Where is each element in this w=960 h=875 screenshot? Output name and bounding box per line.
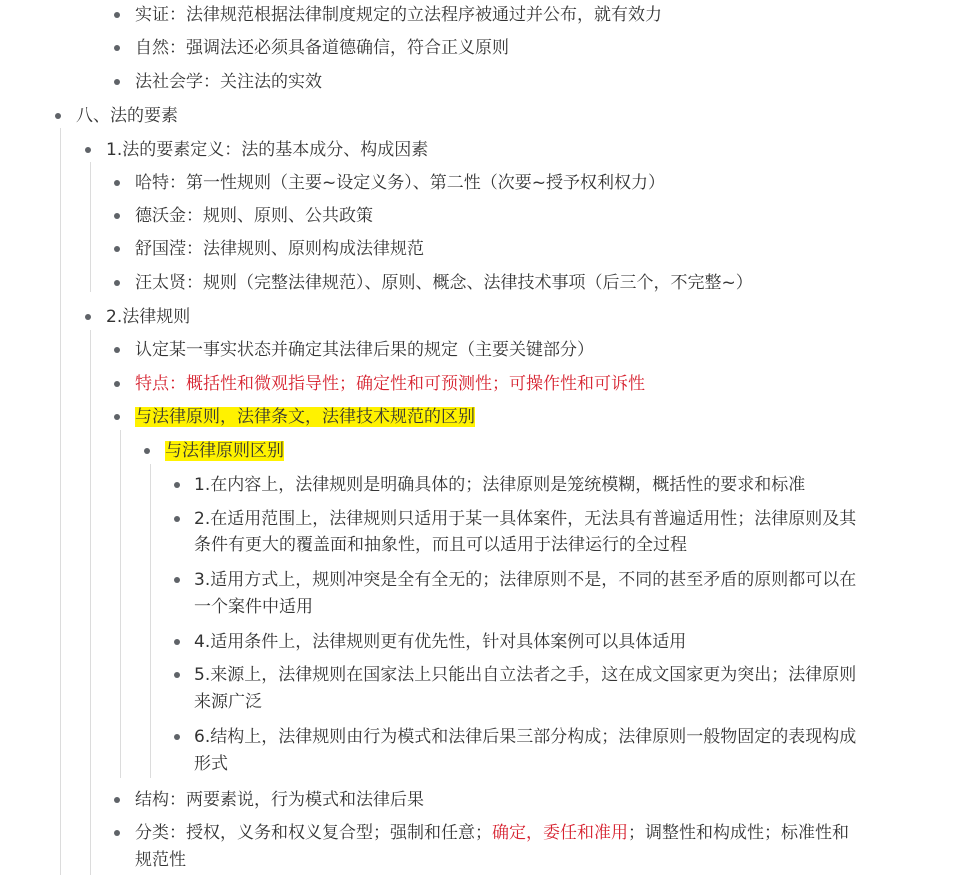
list-item-continuation xyxy=(135,845,186,875)
list-item xyxy=(135,67,322,97)
list-item-emphasis-text: 确定，委任和准用 xyxy=(492,823,628,843)
list-item-text: 规范性 xyxy=(135,850,186,870)
list-item-text: 1.在内容上，法律规则是明确具体的；法律原则是笼统模糊，概括性的要求和标准 xyxy=(194,475,806,495)
bullet-icon xyxy=(174,734,180,740)
bullet-icon xyxy=(114,246,120,252)
list-item xyxy=(135,234,424,264)
list-item-text: 条件有更大的覆盖面和抽象性，而且可以适用于法律运行的全过程 xyxy=(194,535,687,555)
list-item-text: 形式 xyxy=(194,754,228,774)
list-item-text: 结构：两要素说，行为模式和法律后果 xyxy=(135,790,424,810)
bullet-icon xyxy=(174,639,180,645)
list-item-highlighted xyxy=(135,402,475,432)
list-item-text: 认定某一事实状态并确定其法律后果的规定（主要关键部分） xyxy=(135,340,594,360)
bullet-icon[interactable] xyxy=(55,113,61,119)
list-item-emphasis xyxy=(135,369,645,399)
bullet-icon xyxy=(174,672,180,678)
list-item-text: 法社会学：关注法的实效 xyxy=(135,72,322,92)
list-item-text: 八、法的要素 xyxy=(76,106,178,126)
bullet-icon[interactable] xyxy=(85,314,91,320)
list-item-text: 舒国滢：法律规则、原则构成法律规范 xyxy=(135,239,424,259)
list-item-text: 3.适用方式上，规则冲突是全有全无的；法律原则不是，不同的甚至矛盾的原则都可以在 xyxy=(194,570,857,590)
list-item-continuation xyxy=(194,749,228,779)
list-item xyxy=(194,722,856,752)
list-item xyxy=(135,268,753,298)
list-item-text: 6.结构上，法律规则由行为模式和法律后果三部分构成；法律原则一般物固定的表现构成 xyxy=(194,727,857,747)
list-item-text: 4.适用条件上，法律规则更有优先性，针对具体案例可以具体适用 xyxy=(194,632,687,652)
list-item-text: 自然：强调法还必须具备道德确信，符合正义原则 xyxy=(135,38,509,58)
bullet-icon xyxy=(114,830,120,836)
outline-guide-line xyxy=(60,128,61,875)
bullet-icon[interactable] xyxy=(144,448,150,454)
list-item xyxy=(194,470,805,500)
bullet-icon xyxy=(114,180,120,186)
list-item xyxy=(106,135,428,165)
bullet-icon[interactable] xyxy=(85,147,91,153)
outline-guide-line xyxy=(120,430,121,778)
list-item xyxy=(106,302,190,332)
bullet-icon xyxy=(174,577,180,583)
list-item-text: 来源广泛 xyxy=(194,692,262,712)
bullet-icon xyxy=(174,482,180,488)
list-item-highlighted xyxy=(165,436,284,466)
bullet-icon xyxy=(114,45,120,51)
list-item xyxy=(135,818,849,848)
list-item-text: 2.法律规则 xyxy=(106,307,191,327)
bullet-icon xyxy=(114,12,120,18)
list-item-text: 2.在适用范围上，法律规则只适用于某一具体案件，无法具有普遍适用性；法律原则及其 xyxy=(194,509,857,529)
bullet-icon xyxy=(114,79,120,85)
list-item-text: 一个案件中适用 xyxy=(194,597,313,617)
list-item-text: 特点：概括性和微观指导性；确定性和可预测性；可操作性和可诉性 xyxy=(135,374,645,394)
outline-guide-line xyxy=(150,464,151,778)
list-item-text: ；调整性和构成性；标准性和 xyxy=(628,823,849,843)
bullet-icon xyxy=(114,797,120,803)
list-item xyxy=(135,785,424,815)
list-item-text: 1.法的要素定义：法的基本成分、构成因素 xyxy=(106,140,429,160)
list-item xyxy=(194,565,856,595)
list-item-continuation xyxy=(194,530,687,560)
list-item xyxy=(194,627,686,657)
list-item-text: 哈特：第一性规则（主要~设定义务）、第二性（次要~授予权利权力） xyxy=(135,173,665,193)
list-item-text: 汪太贤：规则（完整法律规范）、原则、概念、法律技术事项（后三个，不完整~） xyxy=(135,273,753,293)
list-item xyxy=(135,0,662,30)
list-item-text: 5.来源上，法律规则在国家法上只能出自立法者之手，这在成文国家更为突出；法律原则 xyxy=(194,665,857,685)
list-item-text: 分类：授权，义务和权义复合型；强制和任意； xyxy=(135,823,492,843)
list-item-text: 与法律原则，法律条文，法律技术规范的区别 xyxy=(135,407,475,427)
list-item xyxy=(135,201,373,231)
list-item-text: 与法律原则区别 xyxy=(165,441,284,461)
list-item-continuation xyxy=(194,687,262,717)
list-item xyxy=(135,33,509,63)
list-item xyxy=(194,660,856,690)
bullet-icon xyxy=(114,347,120,353)
list-item-text: 德沃金：规则、原则、公共政策 xyxy=(135,206,373,226)
list-item xyxy=(135,168,665,198)
bullet-icon xyxy=(114,213,120,219)
section-heading xyxy=(76,101,178,131)
list-item-continuation xyxy=(194,592,313,622)
bullet-icon xyxy=(114,381,120,387)
outline-guide-line xyxy=(90,330,91,875)
bullet-icon xyxy=(114,280,120,286)
list-item xyxy=(135,335,594,365)
outline-guide-line xyxy=(90,162,91,292)
bullet-icon xyxy=(174,516,180,522)
bullet-icon[interactable] xyxy=(114,414,120,420)
list-item-text: 实证：法律规范根据法律制度规定的立法程序被通过并公布，就有效力 xyxy=(135,5,662,25)
